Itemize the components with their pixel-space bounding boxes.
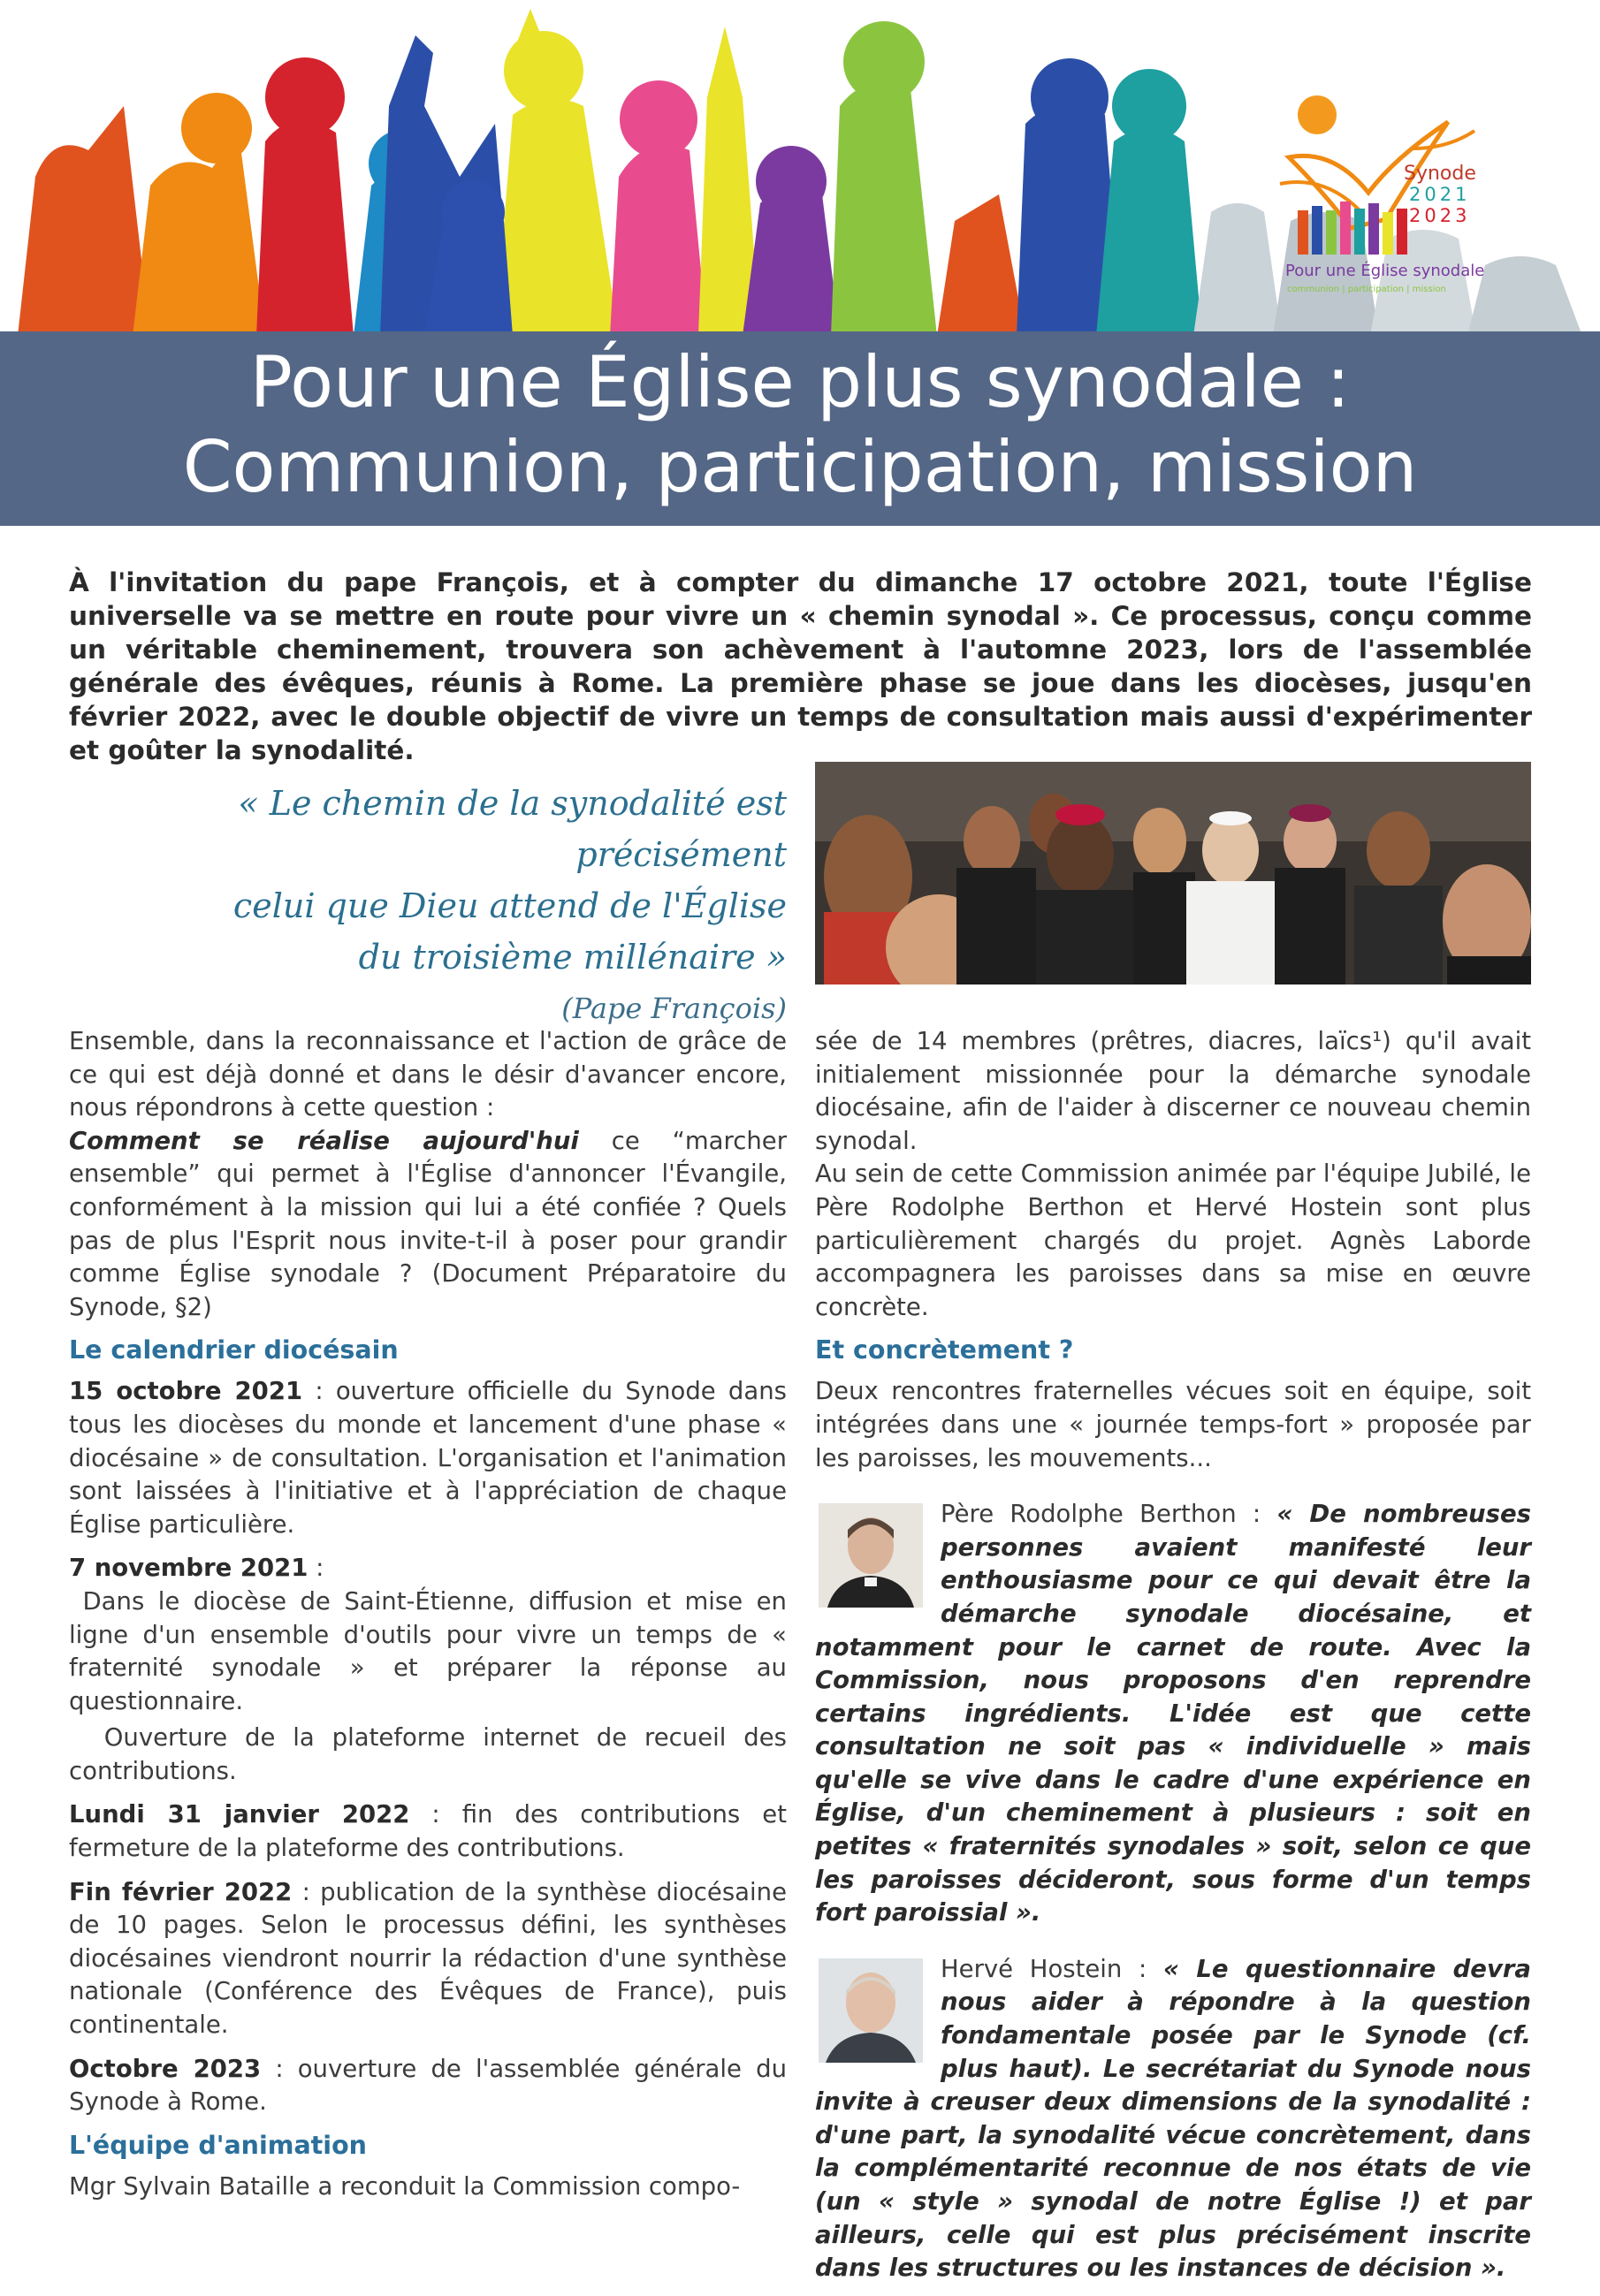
quote-berthon (815, 1498, 1531, 1930)
calendar-item-2 (69, 1552, 787, 1718)
logo-subtagline: communion | participation | mission (1287, 285, 1446, 294)
group-photo-image (815, 762, 1531, 985)
question-strong: Comment se réalise aujourd'hui (69, 1126, 579, 1155)
heading-calendar: Le calendrier diocésain (69, 1335, 399, 1365)
header-banner (0, 0, 1600, 526)
intro-text: Ensemble, dans la reconnaissance et l'action de grâce de ce qui est déjà donné et dans le désir d'avancer encore, nous répondrons à cette question : (69, 1027, 787, 1122)
left-column (69, 1025, 787, 2214)
berthon-name: Père Rodolphe Berthon : (941, 1500, 1277, 1529)
cal1-date: 15 octobre 2021 (69, 1377, 303, 1406)
heading-concrete: Et concrètement ? (815, 1335, 1074, 1365)
logo-word: Synode (1404, 163, 1476, 185)
team-continued-2: Au sein de cette Commission animée par l'équipe Jubilé, le Père Rodolphe Berthon et Hervé Hostein sont plus particulièrement chargés du projet. Agnès Laborde accompagnera les paroisses dans sa mise en œuvre concrète. (815, 1159, 1531, 1321)
cal4-text: : publication de la synthèse diocésaine de 10 pages. Selon le processus défini, les synthèses diocésaines viendront nourrir la rédaction d'une synthèse nationale (Conférence des Évêques de France), puis continentale. (69, 1877, 788, 2040)
pope-quote (88, 778, 787, 1034)
cal2-date: 7 novembre 2021 (69, 1554, 309, 1583)
hostein-portrait (819, 1958, 923, 2063)
cal3-date: Lundi 31 janvier 2022 (69, 1800, 410, 1829)
right-column (815, 1025, 1531, 2296)
calendar-item-1 (69, 1375, 787, 1541)
berthon-quote: « De nombreuses personnes avaient manifesté leur enthousiasme pour ce qui devait être la démarche synodale diocésaine, et notamment pour le carnet de route. Avec la Commission, nous proposons d'en reprendre certains ingrédients. L'idée est que cette consultation ne soit pas « individuelle » mais qu'elle se vive dans le cadre d'une expérience en Église, d'un cheminement à plusieurs : soit en petites « fraternités synodales » soit, selon ce que les paroisses décideront, sous forme d'un temps fort paroissial ». (815, 1500, 1531, 1927)
calendar-item-5 (69, 2053, 787, 2119)
cal3-text: : fin des contributions et fermeture de la plateforme des contributions. (69, 1800, 787, 1863)
intro-paragraph (69, 1025, 787, 1324)
hostein-name: Hervé Hostein : (941, 1954, 1163, 1983)
heading-team: L'équipe d'animation (69, 2130, 367, 2160)
team-continued: sée de 14 membres (prêtres, diacres, laïcs¹) qu'il avait initialement missionnée pour la démarche synodale diocésaine, afin de l'aider à discerner ce nouveau chemin synodal. (815, 1027, 1531, 1155)
quote-line2: celui que Dieu attend de l'Église (232, 886, 787, 925)
hostein-quote: « Le questionnaire devra nous aider à répondre à la question fondamentale posée par le Synode (cf. plus haut). Le secrétariat du Synode nous invite à creuser deux dimensions de la synodalité : d'une part, la synodalité vécue concrètement, dans la complémentarité reconnue de nos états de vie (un « style » synodal de notre Église !) et par ailleurs, celle qui est plus précisément inscrite dans les structures ou les instances de décision ». (815, 1954, 1531, 2283)
quote-line1: « Le chemin de la synodalité est précisément (238, 784, 787, 874)
page-title-line2: Communion, participation, mission (182, 426, 1418, 508)
lead-paragraph: À l'invitation du pape François, et à compter du dimanche 17 octobre 2021, toute l'Église universelle va se mettre en route pour vivre un « chemin synodal ». Ce processus, conçu comme un véritable cheminement, trouvera son achèvement à l'automne 2023, lors de l'assemblée générale des évêques, réunis à Rome. La première phase se joue dans les diocèses, jusqu'en février 2022, avec le double objectif de vivre un temps de consultation mais aussi d'expérimenter et goûter la synodalité. (69, 567, 1532, 765)
cal2-colon: : (308, 1554, 324, 1583)
quote-hostein (815, 1953, 1531, 2285)
cal1-text: : ouverture officielle du Synode dans tous les diocèses du monde et lancement d'une phase « diocésaine » de consultation. L'organisation et l'animation sont laissées à l'initiative et à l'appréciation de chaque Église particulière. (69, 1377, 787, 1539)
cal5-date: Octobre 2023 (69, 2054, 262, 2083)
calendar-item-4 (69, 1876, 787, 2042)
question-rest: ce “marcher ensemble” qui permet à l'Église d'annoncer l'Évangile, conformément à la mission qui lui a été confiée ? Quels pas de plus l'Esprit nous invite-t-il à poser pour grandir comme Église synodale ? (Document Préparatoire du Synode, §2) (69, 1126, 788, 1321)
title-bar (0, 331, 1600, 526)
group-photo (815, 762, 1531, 985)
logo-tagline: Pour une Église synodale (1285, 262, 1485, 280)
page-title-line1: Pour une Église plus synodale : (249, 341, 1351, 423)
calendar-item-3 (69, 1798, 787, 1865)
cal2-text1: Dans le diocèse de Saint-Étienne, diffusion et mise en ligne d'un ensemble d'outils pour vivre un temps de « fraternité synodale » et préparer la réponse au questionnaire. (69, 1586, 787, 1715)
concrete-paragraph: Deux rencontres fraternelles vécues soit en équipe, soit intégrées dans une « journée temps-fort » proposée par les paroisses, les mouvements... (815, 1377, 1531, 1472)
quote-line3: du troisième millénaire » (358, 938, 787, 977)
logo-year2: 2023 (1409, 205, 1471, 226)
calendar-item-2b (69, 1722, 787, 1788)
quote-author: (Pape François) (561, 992, 787, 1025)
synode-logo (1253, 95, 1519, 308)
team-paragraph: Mgr Sylvain Bataille a reconduit la Commission compo- (69, 2171, 741, 2201)
logo-year1: 2021 (1409, 184, 1471, 205)
cal4-date: Fin février 2022 (69, 1877, 293, 1906)
berthon-portrait (819, 1503, 923, 1608)
cal2-text2: Ouverture de la plateforme internet de recueil des contributions. (69, 1723, 787, 1785)
cal5-text: : ouverture de l'assemblée générale du Synode à Rome. (69, 2054, 787, 2117)
